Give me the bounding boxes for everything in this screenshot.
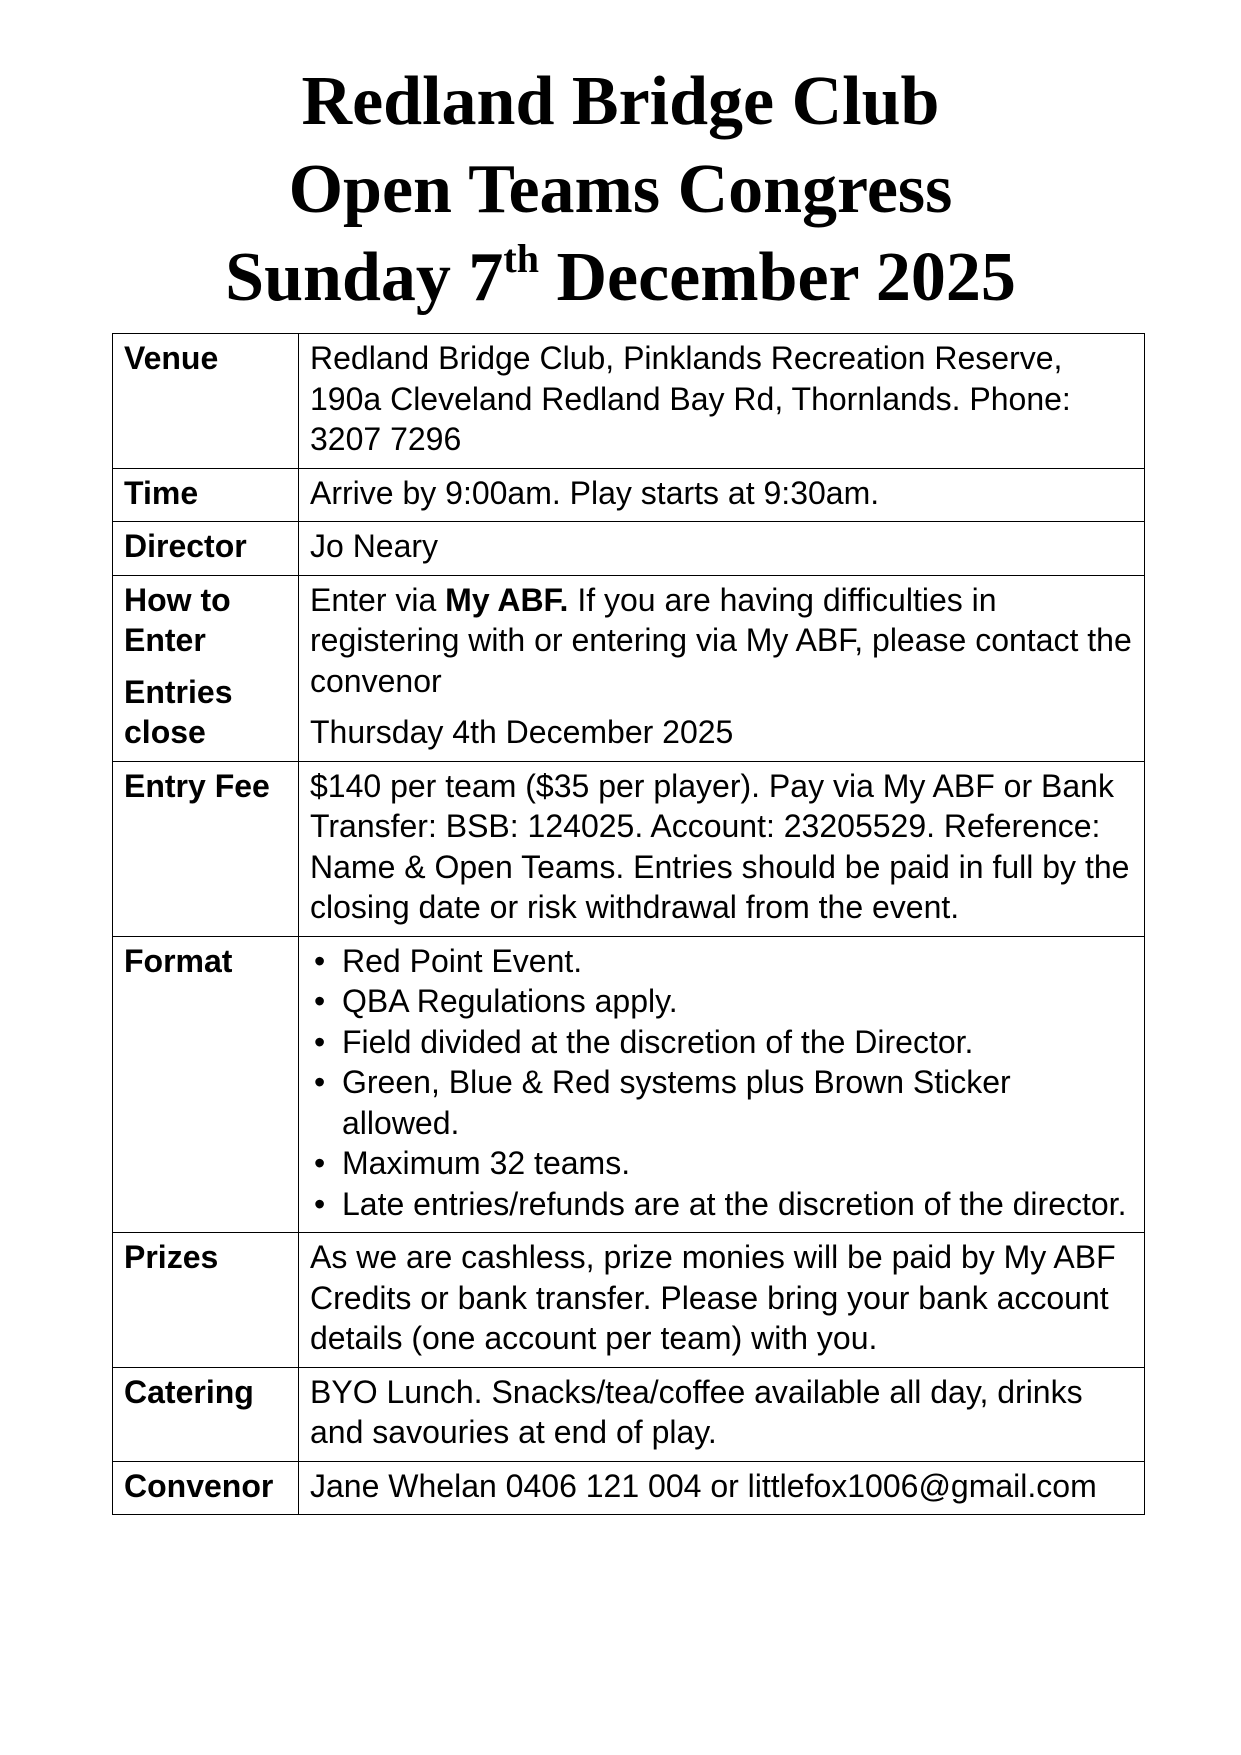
title-line-club: Redland Bridge Club: [301, 63, 940, 140]
format-list: [310, 941, 1134, 1225]
table-row-director: [113, 522, 1145, 576]
how-to-enter-value-bold: My ABF.: [445, 581, 569, 618]
table-row-entry-fee: [113, 761, 1145, 936]
how-to-enter-value-pre: Enter via: [310, 581, 446, 618]
bullet-icon: •: [314, 983, 326, 1019]
list-item: [310, 1184, 1134, 1225]
venue-label: Venue: [113, 334, 299, 469]
format-item-text: Red Point Event.: [342, 942, 583, 979]
entry-values: [299, 575, 1145, 761]
format-item-text: Maximum 32 teams.: [342, 1145, 631, 1181]
table-row-catering: [113, 1367, 1145, 1461]
table-row-convenor: [113, 1461, 1145, 1515]
title-date-pre: Sunday 7: [225, 239, 504, 316]
list-item: [310, 1022, 1134, 1063]
convenor-label: Convenor: [113, 1461, 299, 1515]
how-to-enter-label: How to Enter: [124, 581, 231, 658]
format-item-text: Late entries/refunds are at the discretion of the director.: [342, 1185, 1127, 1222]
bullet-icon: •: [314, 1064, 326, 1100]
table-row-format: [113, 936, 1145, 1233]
list-item: [310, 981, 1134, 1022]
catering-label: Catering: [113, 1367, 299, 1461]
bullet-icon: •: [314, 1145, 326, 1181]
list-item: [310, 1143, 1134, 1184]
prizes-value: As we are cashless, prize monies will be paid by My ABF Credits or bank transfer. Please bring your bank account details (one account per team) with you.: [299, 1233, 1145, 1368]
entry-fee-value: $140 per team ($35 per player). Pay via My ABF or Bank Transfer: BSB: 124025. Account: 23205529. Reference: Name & Open Teams. Entries should be paid in full by the closing date or risk withdrawal from the event.: [299, 761, 1145, 936]
entries-close-value: Thursday 4th December 2025: [310, 714, 734, 750]
table-row-entry: [113, 575, 1145, 761]
catering-value: BYO Lunch. Snacks/tea/coffee available all day, drinks and savouries at end of play.: [299, 1367, 1145, 1461]
convenor-value: Jane Whelan 0406 121 004 or littlefox1006@gmail.com: [299, 1461, 1145, 1515]
table-row-venue: [113, 334, 1145, 469]
format-label: Format: [113, 936, 299, 1233]
format-value: [299, 936, 1145, 1233]
bullet-icon: •: [314, 1185, 326, 1222]
title-date-post: December 2025: [538, 239, 1016, 316]
time-value: Arrive by 9:00am. Play starts at 9:30am.: [299, 468, 1145, 522]
bullet-icon: •: [314, 1023, 326, 1060]
how-to-enter-value: [310, 580, 1134, 702]
format-item-text: Field divided at the discretion of the Director.: [342, 1023, 974, 1060]
title-line-event: Open Teams Congress: [288, 151, 953, 228]
entry-fee-label: Entry Fee: [113, 761, 299, 936]
event-details-table: [112, 333, 1145, 1515]
entry-labels: [113, 575, 299, 761]
director-label: Director: [113, 522, 299, 576]
title-line-date: [0, 234, 1241, 322]
format-item-text: Green, Blue & Red systems plus Brown Sticker allowed.: [342, 1064, 1011, 1141]
time-label: Time: [113, 468, 299, 522]
director-value: Jo Neary: [299, 522, 1145, 576]
prizes-label: Prizes: [113, 1233, 299, 1368]
title-date-suffix: th: [503, 236, 539, 281]
entries-close-label: Entries close: [124, 673, 233, 750]
how-to-enter-value-post: If you are having difficulties in registering with or entering via My ABF, please contact the convenor: [310, 581, 1132, 699]
table-row-prizes: [113, 1233, 1145, 1368]
venue-value: Redland Bridge Club, Pinklands Recreation Reserve, 190a Cleveland Redland Bay Rd, Thornlands. Phone: 3207 7296: [299, 334, 1145, 469]
table-row-time: [113, 468, 1145, 522]
bullet-icon: •: [314, 942, 326, 979]
format-item-text: QBA Regulations apply.: [342, 983, 678, 1019]
list-item: [310, 1062, 1134, 1143]
list-item: [310, 941, 1134, 982]
page-title: [0, 58, 1241, 322]
